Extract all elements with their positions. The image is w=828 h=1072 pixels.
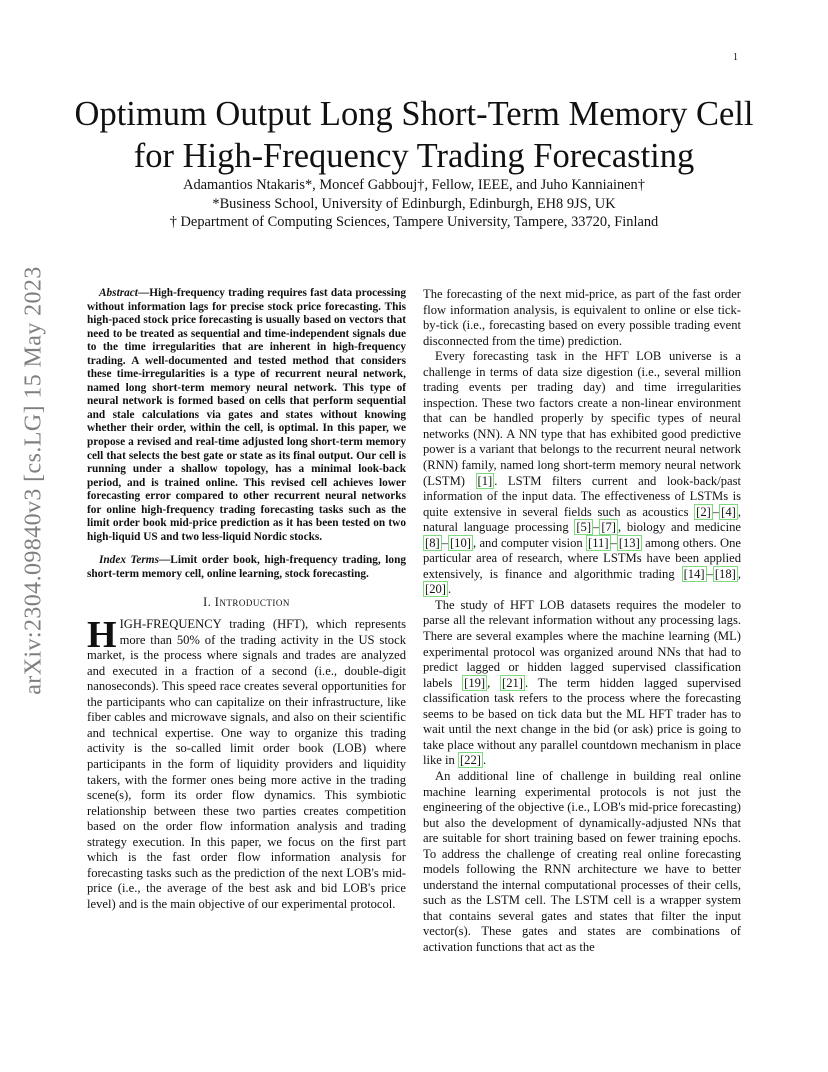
citation-link[interactable]: [2] (696, 504, 711, 519)
right-paragraph-2 (423, 598, 741, 769)
right-paragraph-3: An additional line of challenge in building real online machine learning experimental protocols is not just the engineering of the objective (i.e., LOB's mid-price forecasting) but also the development of dynamically-adjusted NNs that are suitable for short training based on fewer training epochs. To address the challenge of creating real online forecasting models following the RNN architecture we have to better understand the internal computational processes of their cells, such as the LSTM cell. The LSTM cell is a wrapper system that contains several gates and states that filter the input vector(s). These gates and states are combinations of activation functions that act as the (423, 768, 741, 954)
index-terms-text: Limit order book, high-frequency trading, long short-term memory cell, online learning, stock forecasting. (87, 554, 406, 580)
right-column (423, 287, 741, 956)
right-paragraph-0: The forecasting of the next mid-price, as part of the fast order flow information analysis, is equivalent to online or else tick-by-tick (i.e., forecasting based on every possible trading event disconnected from the time) prediction. (423, 287, 741, 348)
intro-paragraph-1-text: trading (HFT), which represents more than 50% of the trading activity in the US stock market, is the process where signals and trades are analyzed and executed in a fraction of a second (i.e., double-digit nanoseconds). This speed race creates several opportunities for the participants who can capitalize on their infrastructure, like fiber cables and microwave signals, and also on their scientific and technical expertise. One way to organize this trading activity is the so-called limit order book (LOB) where participants in the form of liquidity providers and liquidity takers, with the former ones being more active in the trading scene(s), form its order flow dynamics. This symbiotic relationship between these two parties creates competition based on the order flow information analysis and trading strategy execution. In this paper, we focus on the first part which is the fast order flow information analysis for forecasting tasks such as the prediction of the next LOB's mid-price (i.e., the average of the best ask and bid LOB's price level) and is the main objective of our experimental protocol. (87, 617, 406, 911)
citation-link[interactable]: [21] (502, 675, 523, 690)
arxiv-identifier-text: arXiv:2304.09840v3 [cs.LG] 15 May 2023 (20, 265, 47, 695)
text-run: – (610, 535, 617, 550)
intro-paragraph-1 (87, 614, 406, 912)
arxiv-identifier-stamp (20, 265, 48, 695)
text-run: , biology and medicine (618, 520, 742, 535)
citation-link[interactable]: [4] (721, 504, 736, 519)
text-run: – (593, 520, 600, 535)
text-run: . (447, 582, 452, 597)
title-line-1: Optimum Output Long Short-Term Memory Cell (74, 95, 754, 133)
citation-link[interactable]: [5] (576, 520, 592, 535)
text-run: among others. One particular area of research, where LSTMs have been applied extensively, is finance and algorithmic trading (423, 535, 741, 581)
index-terms-label: Index Terms (99, 554, 159, 567)
dropcap-letter: H (87, 614, 117, 657)
author-block (60, 176, 768, 232)
text-run: . (482, 753, 487, 768)
affiliation-1: *Business School, University of Edinburgh, Edinburgh, EH8 9JS, UK (212, 195, 616, 212)
citation-link[interactable]: [7] (601, 520, 616, 535)
abstract-label: Abstract (99, 287, 138, 299)
citation-link[interactable]: [20] (425, 582, 446, 597)
text-run: The study of HFT LOB datasets requires the modeler to parse all the relevant information without any processing lags. There are several examples where the machine learning (ML) experimental protocol was organized around NNs that had to predict lagged or hidden lagged supervised classification labels (423, 597, 741, 690)
abstract: Abstract—High-frequency trading requires fast data processing without information lags for precise stock price forecasting. This high-paced stock price forecasting is usually based on vectors that need to be treated as sequential and time-independent signals due to the time irregularities that are inherent in high-frequency trading. A well-documented and tested method that considers these time-irregularities is a type of recurrent neural network, named long short-term memory neural network. This type of neural network is formed based on cells that perform sequential and stale calculations via gates and states without knowing whether their order, within the cell, is optimal. In this paper, we propose a revised and real-time adjusted long short-term memory cell that selects the best gate or state as its final output. Our cell is running under a shallow topology, has a minimal look-back period, and is trained online. This revised cell achieves lower forecasting error compared to other recurrent neural networks for online high-frequency trading forecasting tasks such as the limit order book mid-price prediction as it has been tested on two high-liquid US and two less-liquid Nordic stocks. (87, 287, 406, 543)
section-heading-introduction: I. Introduction (203, 595, 290, 610)
text-run: – (441, 535, 448, 550)
text-run: , (737, 566, 741, 581)
text-run: – (706, 566, 713, 581)
citation-link[interactable]: [11] (588, 535, 609, 550)
text-run: . The term hidden lagged supervised classification task refers to the process where the forecasting seems to be based on tick data but the ML HFT trader has to wait until the next change in the bid (or ask) price is going to take place without any parallel countdown mechanism in place like in (423, 675, 742, 768)
intro-first-word: IGH-FREQUENCY (119, 617, 222, 632)
text-run: , (487, 675, 501, 690)
citation-link[interactable]: [1] (477, 473, 493, 488)
authors-line: Adamantios Ntakaris*, Moncef Gabbouj†, Fellow, IEEE, and Juho Kanniainen† (183, 177, 645, 193)
text-run: . LSTM filters current and look-back/past information of the input data. The effectiveness of LSTMs is quite extensive in several fields such as acoustics (423, 473, 741, 519)
page-number: 1 (733, 52, 738, 63)
right-paragraph-1 (423, 349, 741, 598)
affiliation-2: † Department of Computing Sciences, Tampere University, Tampere, 33720, Finland (169, 214, 659, 230)
abstract-text: High-frequency trading requires fast data processing without information lags for precise stock price forecasting. This high-paced stock price forecasting is usually based on vectors that need to be treated as sequential and time-independent signals due to the time irregularities that are inherent in high-frequency trading. A well-documented and tested method that considers these time-irregularities is a type of recurrent neural network, named long short-term memory neural network. This type of neural network is formed based on cells that perform sequential and stale calculations via gates and states without knowing whether their order, within the cell, is optimal. In this paper, we propose a revised and real-time adjusted long short-term memory cell that selects the best gate or state as its final output. Our cell is running under a shallow topology, has a minimal look-back period, and is trained online. This revised cell achieves lower forecasting error compared to other recurrent neural networks for online high-frequency trading forecasting tasks such as the limit order book mid-price prediction as it has been tested on two high-liquid US and two less-liquid Nordic stocks. (87, 287, 406, 543)
title-line-2: for High-Frequency Trading Forecasting (133, 137, 695, 175)
text-run: Every forecasting task in the HFT LOB universe is a challenge in terms of data size digestion (i.e., several million trading events per trading day) and time irregularities inspection. These two factors create a non-linear environment that can be handled properly by specific types of neural networks (NN). A NN type that has exhibited good predictive power is a variant that belongs to the recurrent neural network (RNN) family, named long short-term memory neural network (LSTM) (423, 349, 741, 488)
paper-title (60, 93, 768, 177)
citation-link[interactable]: [18] (714, 566, 736, 581)
citation-link[interactable]: [22] (459, 753, 481, 768)
text-run: , and computer vision (472, 535, 586, 550)
index-terms: Index Terms—Limit order book, high-frequency trading, long short-term memory cell, online learning, stock forecasting. (87, 554, 406, 580)
text-run: – (712, 504, 720, 519)
text-run: , natural language processing (423, 504, 741, 535)
left-column (87, 287, 406, 912)
citation-link[interactable]: [13] (618, 535, 640, 550)
citation-link[interactable]: [8] (425, 535, 440, 550)
citation-link[interactable]: [19] (464, 675, 486, 690)
citation-link[interactable]: [14] (683, 566, 705, 581)
citation-link[interactable]: [10] (449, 535, 471, 550)
